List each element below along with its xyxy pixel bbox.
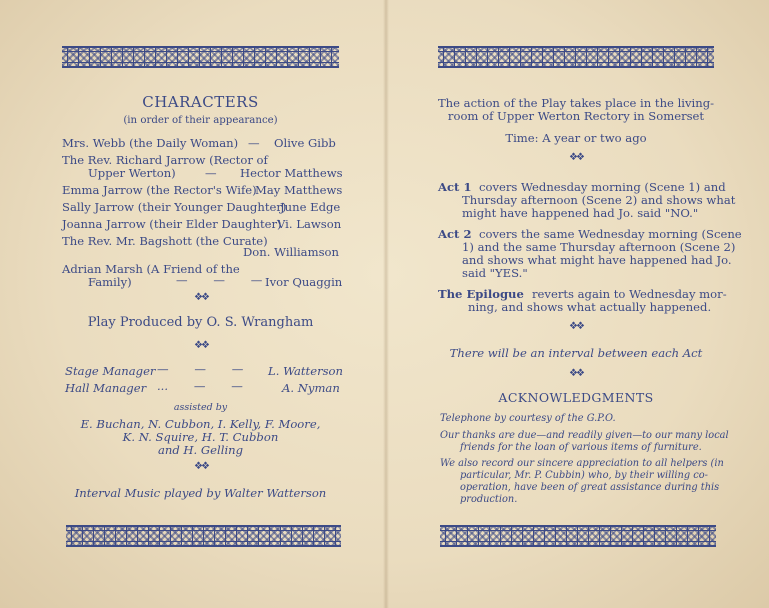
bottom-decorative-border xyxy=(66,525,341,547)
acknowledgment-text: operation, have been of great assistance during this xyxy=(460,482,720,493)
epilogue-text: ning, and shows what actually happened. xyxy=(468,300,712,314)
cast-dash: — xyxy=(205,166,217,180)
act2-text: 1) and the same Thursday afternoon (Scene 2) xyxy=(462,240,736,254)
cast-actor: Hector Matthews xyxy=(240,166,343,180)
cast-role: Joanna Jarrow (their Elder Daughter) xyxy=(62,217,282,231)
cast-role: The Rev. Mr. Bagshott (the Curate) xyxy=(62,234,268,248)
epilogue-text: reverts again to Wednesday mor- xyxy=(532,287,727,301)
act1-text: covers Wednesday morning (Scene 1) and xyxy=(479,180,726,194)
cast-role: Sally Jarrow (their Younger Daughter) xyxy=(62,200,287,214)
assistants: and H. Gelling xyxy=(157,443,244,457)
assisted-by: assisted by xyxy=(173,402,228,413)
assistants: K. N. Squire, H. T. Cubbon xyxy=(122,430,279,444)
act1-text: Thursday afternoon (Scene 2) and shows what xyxy=(462,193,736,207)
setting-text: room of Upper Werton Rectory in Somerset xyxy=(447,109,705,123)
interval-music: Interval Music played by Walter Watterson xyxy=(74,486,327,500)
act1-text: might have happened had Jo. said "NO." xyxy=(462,206,699,220)
staff-name: A. Nyman xyxy=(282,381,340,395)
act2-label: Act 2 xyxy=(438,227,472,241)
left-page xyxy=(0,0,384,608)
staff-role: Stage Manager xyxy=(65,364,156,378)
cast-role: The Rev. Richard Jarrow (Rector of xyxy=(62,153,268,167)
cast-actor: June Edge xyxy=(280,200,341,214)
right-page xyxy=(388,0,769,608)
top-decorative-border xyxy=(438,46,714,68)
cast-role: Adrian Marsh (A Friend of the xyxy=(62,262,240,276)
ornament-icon: ❖❖ xyxy=(569,321,583,332)
top-decorative-border xyxy=(62,46,339,68)
cast-role: Mrs. Webb (the Daily Woman) xyxy=(62,136,239,150)
cast-actor: Ivor Quaggin xyxy=(265,275,343,289)
bottom-decorative-border xyxy=(440,525,716,547)
staff-name: L. Watterson xyxy=(268,364,344,378)
staff-dashes: — — — xyxy=(157,362,244,376)
cast-actor: May Matthews xyxy=(255,183,343,197)
cast-dash: — xyxy=(248,136,260,150)
acknowledgment-text: Our thanks are due—and readily given—to our many local xyxy=(440,430,729,441)
cast-actor: Olive Gibb xyxy=(274,136,336,150)
characters-subheading: (in order of their appearance) xyxy=(123,115,278,126)
acknowledgment-text: Telephone by courtesy of the G.P.O. xyxy=(440,413,616,424)
cast-actor: Vi. Lawson xyxy=(277,217,342,231)
acknowledgment-text: production. xyxy=(460,494,518,505)
acknowledgments-heading: ACKNOWLEDGMENTS xyxy=(498,390,654,405)
ornament-icon: ❖❖ xyxy=(194,461,208,472)
act2-text: said "YES." xyxy=(462,266,528,280)
act1-label: Act 1 xyxy=(438,180,472,194)
time-text: Time: A year or two ago xyxy=(505,131,647,145)
cast-role: Emma Jarrow (the Rector's Wife) xyxy=(62,183,257,197)
ornament-icon: ❖❖ xyxy=(194,292,208,303)
acknowledgment-text: particular, Mr. P. Cubbin) who, by their willing co- xyxy=(460,470,708,481)
acknowledgment-text: We also record our sincere appreciation to all helpers (in xyxy=(440,458,724,469)
setting-text: The action of the Play takes place in the living- xyxy=(437,96,715,110)
acknowledgment-text: friends for the loan of various items of furniture. xyxy=(460,442,702,453)
characters-heading: CHARACTERS xyxy=(142,93,259,111)
epilogue-label: The Epilogue xyxy=(438,287,524,301)
cast-dashes: — — — xyxy=(176,273,263,287)
cast-role-continued: Upper Werton) xyxy=(88,166,176,180)
produced-by: Play Produced by O. S. Wrangham xyxy=(87,315,314,330)
ornament-icon: ❖❖ xyxy=(569,152,583,163)
ornament-icon: ❖❖ xyxy=(569,368,583,379)
staff-dashes: ... — — xyxy=(157,379,243,393)
cast-actor: Don. Williamson xyxy=(243,245,339,259)
staff-role: Hall Manager xyxy=(65,381,147,395)
interval-note: There will be an interval between each Act xyxy=(449,346,703,360)
cast-role-continued: Family) xyxy=(88,275,132,289)
ornament-icon: ❖❖ xyxy=(194,340,208,351)
act2-text: covers the same Wednesday morning (Scene xyxy=(479,227,742,241)
act2-text: and shows what might have happened had Jo. xyxy=(462,253,732,267)
assistants: E. Buchan, N. Cubbon, I. Kelly, F. Moore, xyxy=(80,417,321,431)
